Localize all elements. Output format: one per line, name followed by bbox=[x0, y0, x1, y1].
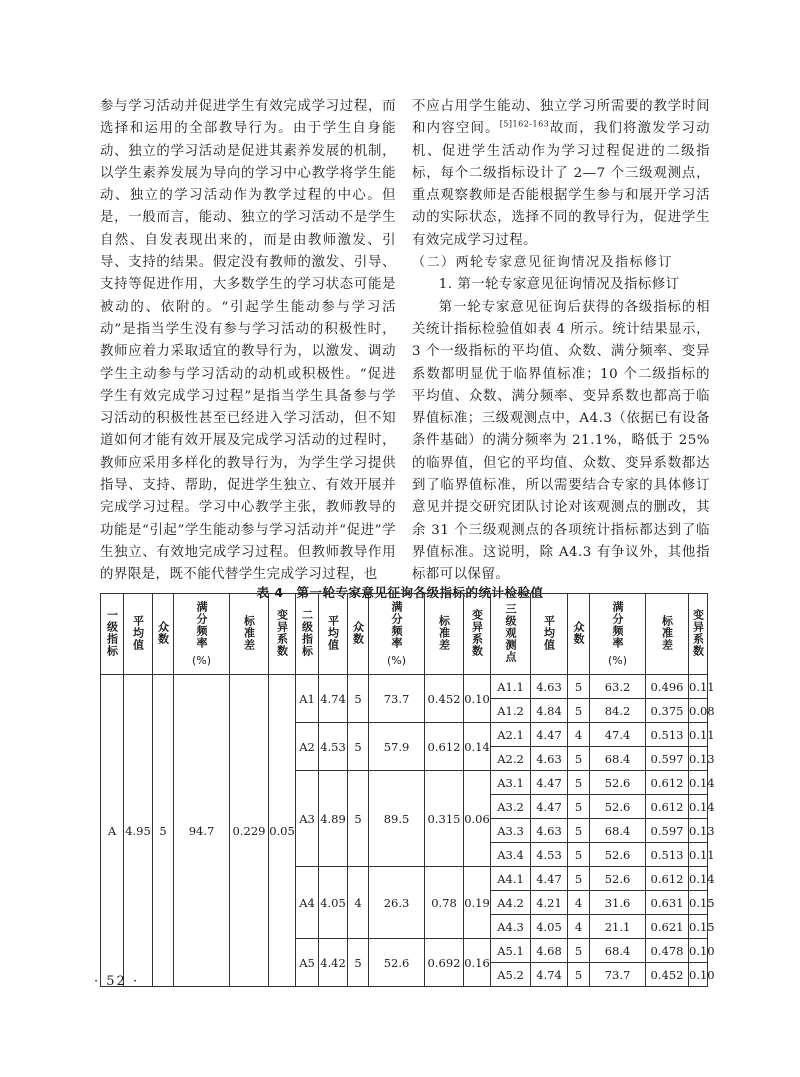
header-level2: 二级指标 bbox=[296, 594, 319, 675]
cell-l1-sd: 0.229 bbox=[230, 675, 269, 987]
right-p1-text-b: 故而，我们将激发学习动机、促进学生活动作为学习过程促进的二级指标，每个二级指标设计了 2—7 个三级观测点，重点观察教师是否能根据学生参与和展开学习活动的实际状态，选择不同的教导行为，促进学生有效完成学习过程。 bbox=[412, 121, 711, 248]
cell-l2-name: A3 bbox=[296, 771, 319, 867]
cell-l3-sd: 0.612 bbox=[646, 771, 689, 795]
cell-l3-sd: 0.631 bbox=[646, 891, 689, 915]
cell-l3-mean: 4.47 bbox=[531, 867, 568, 891]
cell-l2-mode: 5 bbox=[348, 723, 369, 771]
cell-l3-mode: 5 bbox=[568, 843, 590, 867]
cell-l3-mode: 5 bbox=[568, 699, 590, 723]
cell-l3-sd: 0.496 bbox=[646, 675, 689, 699]
table-header-row bbox=[101, 594, 708, 675]
cell-l3-sd: 0.375 bbox=[646, 699, 689, 723]
cell-l3-name: A2.2 bbox=[491, 747, 531, 771]
cell-l3-full: 68.4 bbox=[590, 819, 646, 843]
cell-l3-mean: 4.53 bbox=[531, 843, 568, 867]
cell-l3-mean: 4.47 bbox=[531, 771, 568, 795]
cell-l3-full: 52.6 bbox=[590, 867, 646, 891]
cell-l1-cv: 0.05 bbox=[269, 675, 296, 987]
cell-l2-name: A4 bbox=[296, 867, 319, 939]
cell-l2-full: 89.5 bbox=[369, 771, 425, 867]
cell-l3-mean: 4.84 bbox=[531, 699, 568, 723]
cell-l2-name: A2 bbox=[296, 723, 319, 771]
cell-l2-sd: 0.78 bbox=[425, 867, 464, 939]
subsection-heading: 1. 第一轮专家意见征询情况及指标修订 bbox=[438, 277, 680, 293]
cell-l3-cv: 0.11 bbox=[689, 723, 708, 747]
cell-l2-full: 26.3 bbox=[369, 867, 425, 939]
cell-l3-cv: 0.13 bbox=[689, 819, 708, 843]
cell-l3-sd: 0.513 bbox=[646, 723, 689, 747]
cell-l3-mode: 4 bbox=[568, 915, 590, 939]
cell-l3-sd: 0.612 bbox=[646, 867, 689, 891]
cell-l3-mode: 5 bbox=[568, 747, 590, 771]
cell-l3-sd: 0.612 bbox=[646, 795, 689, 819]
header-level3: 三级观测点 bbox=[491, 594, 531, 675]
cell-l3-cv: 0.14 bbox=[689, 771, 708, 795]
cell-l2-cv: 0.06 bbox=[464, 771, 491, 867]
right-column bbox=[412, 96, 710, 587]
right-paragraph-1 bbox=[412, 96, 710, 252]
cell-l2-mode: 5 bbox=[348, 771, 369, 867]
cell-l3-mean: 4.63 bbox=[531, 747, 568, 771]
cell-l3-cv: 0.13 bbox=[689, 747, 708, 771]
header-level1: 一级指标 bbox=[101, 594, 124, 675]
cell-l3-full: 52.6 bbox=[590, 843, 646, 867]
cell-l3-mode: 4 bbox=[568, 891, 590, 915]
cell-l3-mode: 5 bbox=[568, 939, 590, 963]
cell-l3-cv: 0.08 bbox=[689, 699, 708, 723]
cell-l3-cv: 0.11 bbox=[689, 843, 708, 867]
cell-l1-full: 94.7 bbox=[174, 675, 230, 987]
cell-l3-mode: 5 bbox=[568, 795, 590, 819]
cell-l3-full: 84.2 bbox=[590, 699, 646, 723]
cell-l3-name: A3.2 bbox=[491, 795, 531, 819]
cell-l2-cv: 0.14 bbox=[464, 723, 491, 771]
header-sd-2: 标准差 bbox=[425, 594, 464, 675]
cell-l2-full: 52.6 bbox=[369, 939, 425, 987]
cell-l3-full: 21.1 bbox=[590, 915, 646, 939]
header-mode-2: 众数 bbox=[348, 594, 369, 675]
cell-l3-mean: 4.63 bbox=[531, 819, 568, 843]
section-heading: （二）两轮专家意见征询情况及指标修订 bbox=[412, 255, 674, 271]
cell-l3-name: A3.3 bbox=[491, 819, 531, 843]
header-mode-3: 众数 bbox=[568, 594, 590, 675]
header-full-3: 满分频率 (%) bbox=[590, 594, 646, 675]
cell-l3-name: A4.2 bbox=[491, 891, 531, 915]
cell-l3-mode: 5 bbox=[568, 771, 590, 795]
cell-l3-full: 63.2 bbox=[590, 675, 646, 699]
cell-l2-cv: 0.19 bbox=[464, 867, 491, 939]
cell-l3-cv: 0.10 bbox=[689, 939, 708, 963]
cell-l2-full: 73.7 bbox=[369, 675, 425, 723]
cell-l3-mean: 4.68 bbox=[531, 939, 568, 963]
cell-l3-full: 52.6 bbox=[590, 795, 646, 819]
cell-l2-cv: 0.10 bbox=[464, 675, 491, 723]
header-cv-2: 变异系数 bbox=[464, 594, 491, 675]
cell-l3-sd: 0.513 bbox=[646, 843, 689, 867]
header-mean-1: 平均值 bbox=[124, 594, 153, 675]
cell-l3-mode: 4 bbox=[568, 723, 590, 747]
cell-l2-sd: 0.315 bbox=[425, 771, 464, 867]
cell-l3-cv: 0.14 bbox=[689, 867, 708, 891]
cell-l2-cv: 0.16 bbox=[464, 939, 491, 987]
cell-l2-mean: 4.89 bbox=[319, 771, 348, 867]
cell-l2-sd: 0.452 bbox=[425, 675, 464, 723]
cell-l3-sd: 0.621 bbox=[646, 915, 689, 939]
table-caption: 表 4 第一轮专家意见征询各级指标的统计检验值 bbox=[256, 585, 544, 600]
cell-l3-cv: 0.14 bbox=[689, 795, 708, 819]
cell-l2-sd: 0.692 bbox=[425, 939, 464, 987]
cell-l3-sd: 0.452 bbox=[646, 963, 689, 987]
cell-l3-full: 52.6 bbox=[590, 771, 646, 795]
header-mode-1: 众数 bbox=[153, 594, 174, 675]
cell-l3-name: A1.2 bbox=[491, 699, 531, 723]
cell-l2-full: 57.9 bbox=[369, 723, 425, 771]
cell-l3-name: A4.1 bbox=[491, 867, 531, 891]
cell-l1-mode: 5 bbox=[153, 675, 174, 987]
header-mean-3: 平均值 bbox=[531, 594, 568, 675]
header-sd-1: 标准差 bbox=[230, 594, 269, 675]
cell-l3-name: A2.1 bbox=[491, 723, 531, 747]
cell-l3-full: 47.4 bbox=[590, 723, 646, 747]
right-p1-text-a: 不应占用学生能动、独立学习所需要的教学时间和内容空间。 bbox=[412, 99, 710, 137]
cell-l3-cv: 0.15 bbox=[689, 915, 708, 939]
cell-l3-name: A1.1 bbox=[491, 675, 531, 699]
left-paragraph: 参与学习活动并促进学生有效完成学习过程，而选择和运用的全部教导行为。由于学生自身能动、独立的学习活动是促进其素养发展的机制，以学生素养发展为导向的学习中心教学将学生能动、独立的学习活动作为教学过程的中心。但是，一般而言，能动、独立的学习活动不是学生自然、自发表现出来的，而是由教师激发、引导、支持的结果。假定没有教师的激发、引导、支持等促进作用，大多数学生的学习状态可能是被动的、依附的。“引起学生能动参与学习活动”是指当学生没有参与学习活动的积极性时，教师应着力采取适宜的教导行为，以激发、调动学生主动参与学习活动的动机或积极性。“促进学生有效完成学习过程”是指当学生具备参与学习活动的积极性甚至已经进入学习活动，但不知道如何才能有效开展及完成学习活动的过程时，教师应采用多样化的教导行为，为学生学习提供指导、支持、帮助，促进学生独立、有效开展并完成学习过程。学习中心教学主张，教师教导的功能是“引起”学生能动参与学习活动并“促进”学生独立、有效地完成学习过程。但教师教导作用的界限是，既不能代替学生完成学习过程，也 bbox=[100, 99, 396, 583]
cell-l1-mean: 4.95 bbox=[124, 675, 153, 987]
cell-l3-sd: 0.597 bbox=[646, 747, 689, 771]
header-full-1: 满分频率 (%) bbox=[174, 594, 230, 675]
table-row bbox=[101, 675, 708, 699]
cell-l3-cv: 0.11 bbox=[689, 675, 708, 699]
cell-l2-mean: 4.42 bbox=[319, 939, 348, 987]
cell-l3-mode: 5 bbox=[568, 819, 590, 843]
cell-l2-name: A1 bbox=[296, 675, 319, 723]
cell-l3-cv: 0.15 bbox=[689, 891, 708, 915]
citation-ref: [5]162-163 bbox=[499, 119, 550, 129]
cell-l3-sd: 0.597 bbox=[646, 819, 689, 843]
header-full-2: 满分频率 (%) bbox=[369, 594, 425, 675]
cell-l3-mean: 4.21 bbox=[531, 891, 568, 915]
cell-l2-mean: 4.53 bbox=[319, 723, 348, 771]
cell-l3-name: A5.1 bbox=[491, 939, 531, 963]
cell-l2-mode: 4 bbox=[348, 867, 369, 939]
cell-l3-mode: 5 bbox=[568, 675, 590, 699]
right-paragraph-2: 第一轮专家意见征询后获得的各级指标的相关统计指标检验值如表 4 所示。统计结果显示，3 个一级指标的平均值、众数、满分频率、变异系数都明显优于临界值标准；10 个二级指标的平均值、众数、满分频率、变异系数也都高于临界值标准；三级观测点中，A4.3（依据已有设备条件基础）的满分频率为 21.1%，略低于 25%的临界值，但它的平均值、众数、变异系数都达到了临界值标准，所以需要结合专家的具体修订意见并提交研究团队讨论对该观测点的删改，其余 31 个三级观测点的各项统计指标都达到了临界值标准。这说明，除 A4.3 有争议外，其他指标都可以保留。 bbox=[412, 299, 710, 583]
cell-l3-mean: 4.47 bbox=[531, 723, 568, 747]
left-column bbox=[100, 96, 396, 587]
cell-l3-full: 73.7 bbox=[590, 963, 646, 987]
stats-table bbox=[100, 593, 715, 987]
page-number: · 52 · bbox=[94, 974, 140, 989]
cell-l2-name: A5 bbox=[296, 939, 319, 987]
cell-l2-mean: 4.05 bbox=[319, 867, 348, 939]
cell-l2-mean: 4.74 bbox=[319, 675, 348, 723]
cell-l3-cv: 0.10 bbox=[689, 963, 708, 987]
cell-l3-mode: 5 bbox=[568, 867, 590, 891]
cell-l3-full: 31.6 bbox=[590, 891, 646, 915]
cell-l3-name: A3.4 bbox=[491, 843, 531, 867]
cell-l2-sd: 0.612 bbox=[425, 723, 464, 771]
cell-l2-mode: 5 bbox=[348, 939, 369, 987]
cell-l1-name: A bbox=[101, 675, 124, 987]
header-cv-3: 变异系数 bbox=[689, 594, 708, 675]
cell-l3-mode: 5 bbox=[568, 963, 590, 987]
header-cv-1: 变异系数 bbox=[269, 594, 296, 675]
cell-l3-mean: 4.63 bbox=[531, 675, 568, 699]
cell-l3-mean: 4.74 bbox=[531, 963, 568, 987]
cell-l2-mode: 5 bbox=[348, 675, 369, 723]
cell-l3-name: A4.3 bbox=[491, 915, 531, 939]
cell-l3-mean: 4.05 bbox=[531, 915, 568, 939]
cell-l3-full: 68.4 bbox=[590, 939, 646, 963]
header-sd-3: 标准差 bbox=[646, 594, 689, 675]
cell-l3-full: 68.4 bbox=[590, 747, 646, 771]
cell-l3-name: A3.1 bbox=[491, 771, 531, 795]
cell-l3-mean: 4.47 bbox=[531, 795, 568, 819]
cell-l3-name: A5.2 bbox=[491, 963, 531, 987]
header-mean-2: 平均值 bbox=[319, 594, 348, 675]
cell-l3-sd: 0.478 bbox=[646, 939, 689, 963]
